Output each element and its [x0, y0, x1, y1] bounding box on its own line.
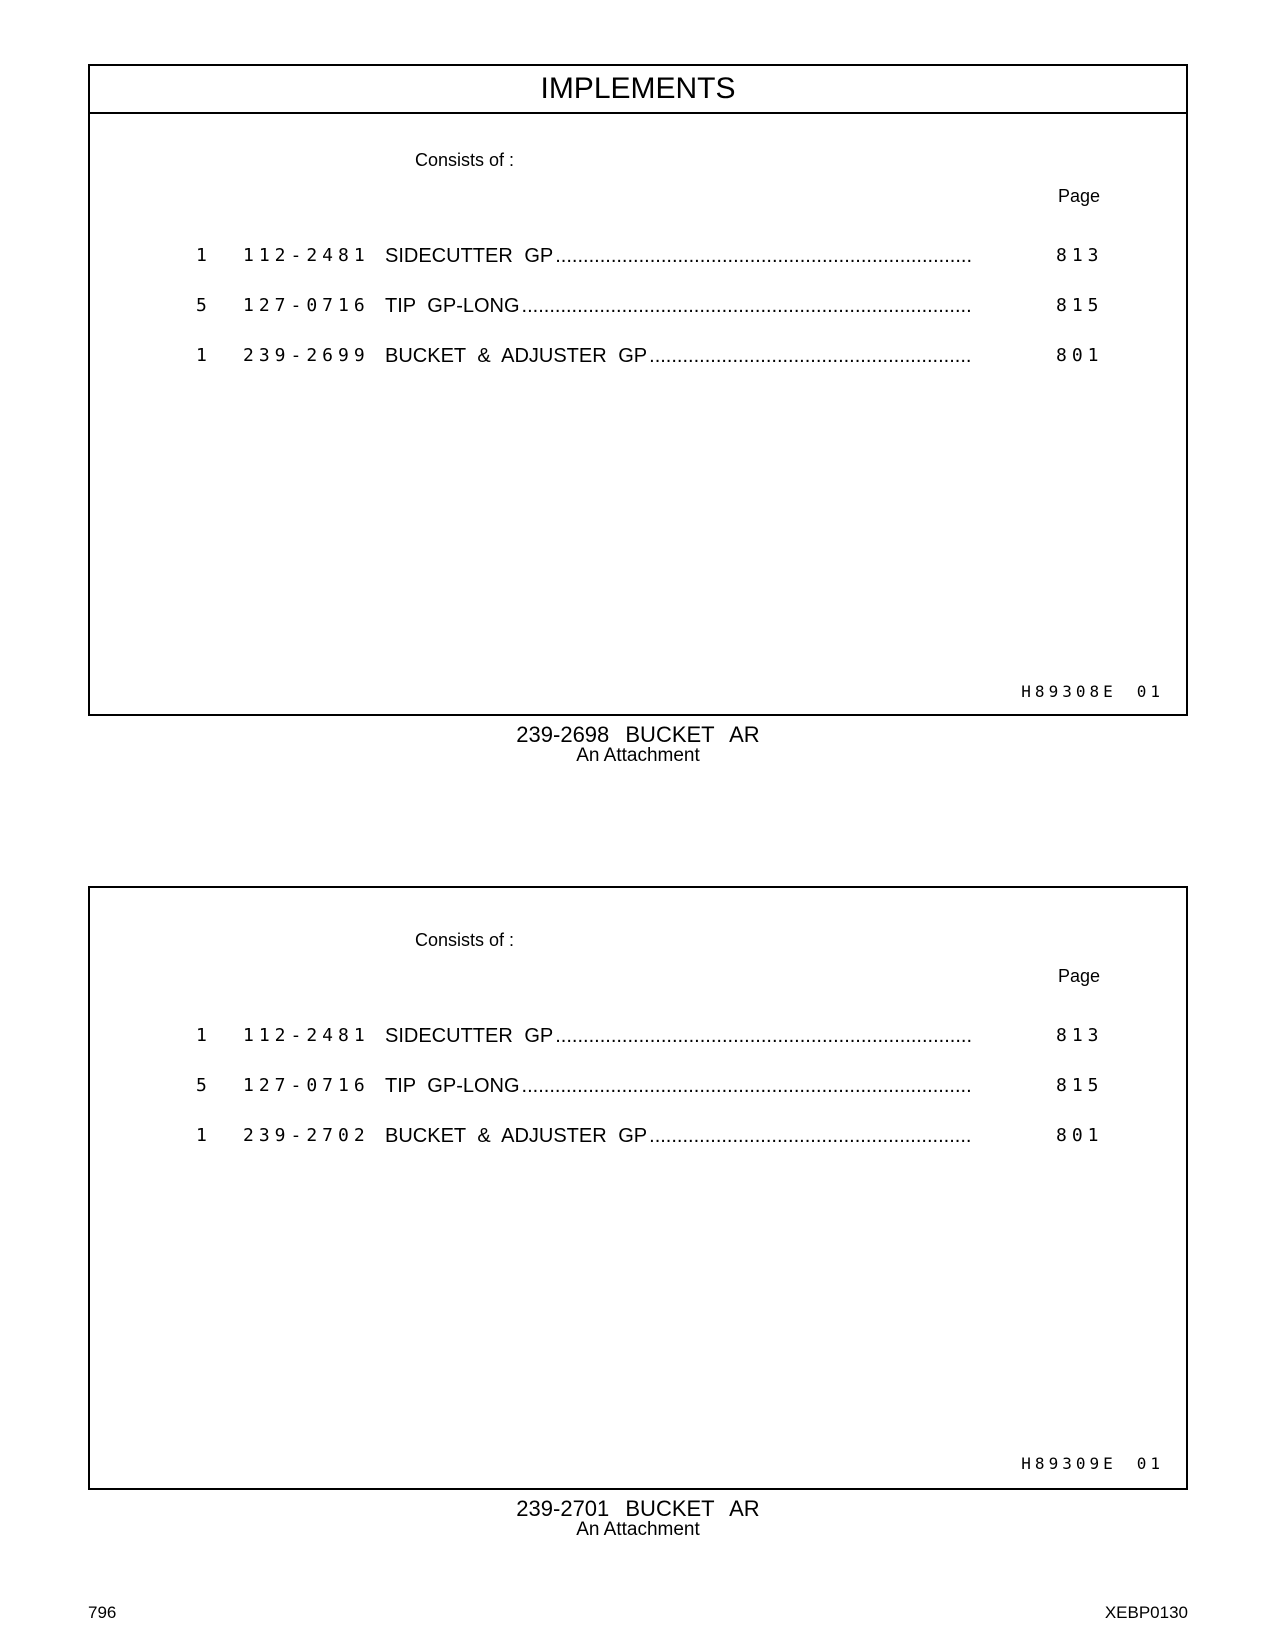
item-page-ref: 815 — [1056, 295, 1104, 316]
item-description-text: SIDECUTTER GP — [385, 1025, 554, 1047]
dot-leader — [649, 1122, 971, 1150]
dot-leader — [555, 1022, 971, 1050]
item-part-number: 127-0716 — [243, 295, 370, 316]
page-number: 796 — [88, 1603, 117, 1622]
item-part-number: 239-2699 — [243, 345, 370, 366]
caption-title: 239-2698 BUCKET AR — [516, 722, 760, 747]
caption-subtitle: An Attachment — [576, 745, 700, 766]
parts-list-item — [90, 1122, 1186, 1150]
consists-of-label: Consists of : — [415, 150, 515, 170]
item-description — [385, 342, 971, 370]
item-part-number: 112-2481 — [243, 1025, 370, 1046]
dot-leader — [522, 292, 971, 320]
item-part-number: 239-2702 — [243, 1125, 370, 1146]
reference-code: H89309E — [1021, 1454, 1117, 1473]
item-description — [385, 1072, 971, 1100]
item-description — [385, 292, 971, 320]
parts-list-item — [90, 292, 1186, 320]
parts-list-item — [90, 242, 1186, 270]
item-description — [385, 242, 971, 270]
page-column-header: Page — [1058, 186, 1101, 206]
item-page-ref: 813 — [1056, 245, 1104, 266]
parts-list-item — [90, 1022, 1186, 1050]
group-caption-1 — [88, 724, 1188, 765]
reference-code: H89308E — [1021, 682, 1117, 701]
reference-revision: 01 — [1136, 1454, 1164, 1473]
item-page-ref: 815 — [1056, 1075, 1104, 1096]
dot-leader — [522, 1072, 971, 1100]
item-description — [385, 1022, 971, 1050]
item-part-number: 112-2481 — [243, 245, 370, 266]
parts-list-item — [90, 1072, 1186, 1100]
item-description — [385, 1122, 971, 1150]
item-part-number: 127-0716 — [243, 1075, 370, 1096]
item-page-ref: 813 — [1056, 1025, 1104, 1046]
dot-leader — [555, 242, 971, 270]
reference-revision: 01 — [1136, 682, 1164, 701]
document-code: XEBP0130 — [1104, 1603, 1188, 1622]
parts-group-box-1 — [88, 64, 1188, 716]
parts-group-box-2 — [88, 886, 1188, 1490]
item-quantity: 1 — [196, 1025, 212, 1046]
group-caption-2 — [88, 1498, 1188, 1539]
item-quantity: 5 — [196, 1075, 212, 1096]
illustration-reference — [1021, 682, 1164, 701]
item-page-ref: 801 — [1056, 345, 1104, 366]
item-quantity: 1 — [196, 1125, 212, 1146]
illustration-reference — [1021, 1454, 1164, 1473]
item-page-ref: 801 — [1056, 1125, 1104, 1146]
parts-list-item — [90, 342, 1186, 370]
item-description-text: TIP GP-LONG — [385, 295, 520, 317]
caption-title: 239-2701 BUCKET AR — [516, 1496, 760, 1521]
item-quantity: 1 — [196, 345, 212, 366]
item-quantity: 1 — [196, 245, 212, 266]
item-quantity: 5 — [196, 295, 212, 316]
consists-of-label: Consists of : — [415, 930, 515, 950]
item-description-text: BUCKET & ADJUSTER GP — [385, 1125, 648, 1147]
section-title: IMPLEMENTS — [90, 66, 1186, 114]
caption-subtitle: An Attachment — [576, 1519, 700, 1540]
item-description-text: BUCKET & ADJUSTER GP — [385, 345, 648, 367]
page-column-header: Page — [1058, 966, 1101, 986]
item-description-text: SIDECUTTER GP — [385, 245, 554, 267]
dot-leader — [649, 342, 971, 370]
item-description-text: TIP GP-LONG — [385, 1075, 520, 1097]
